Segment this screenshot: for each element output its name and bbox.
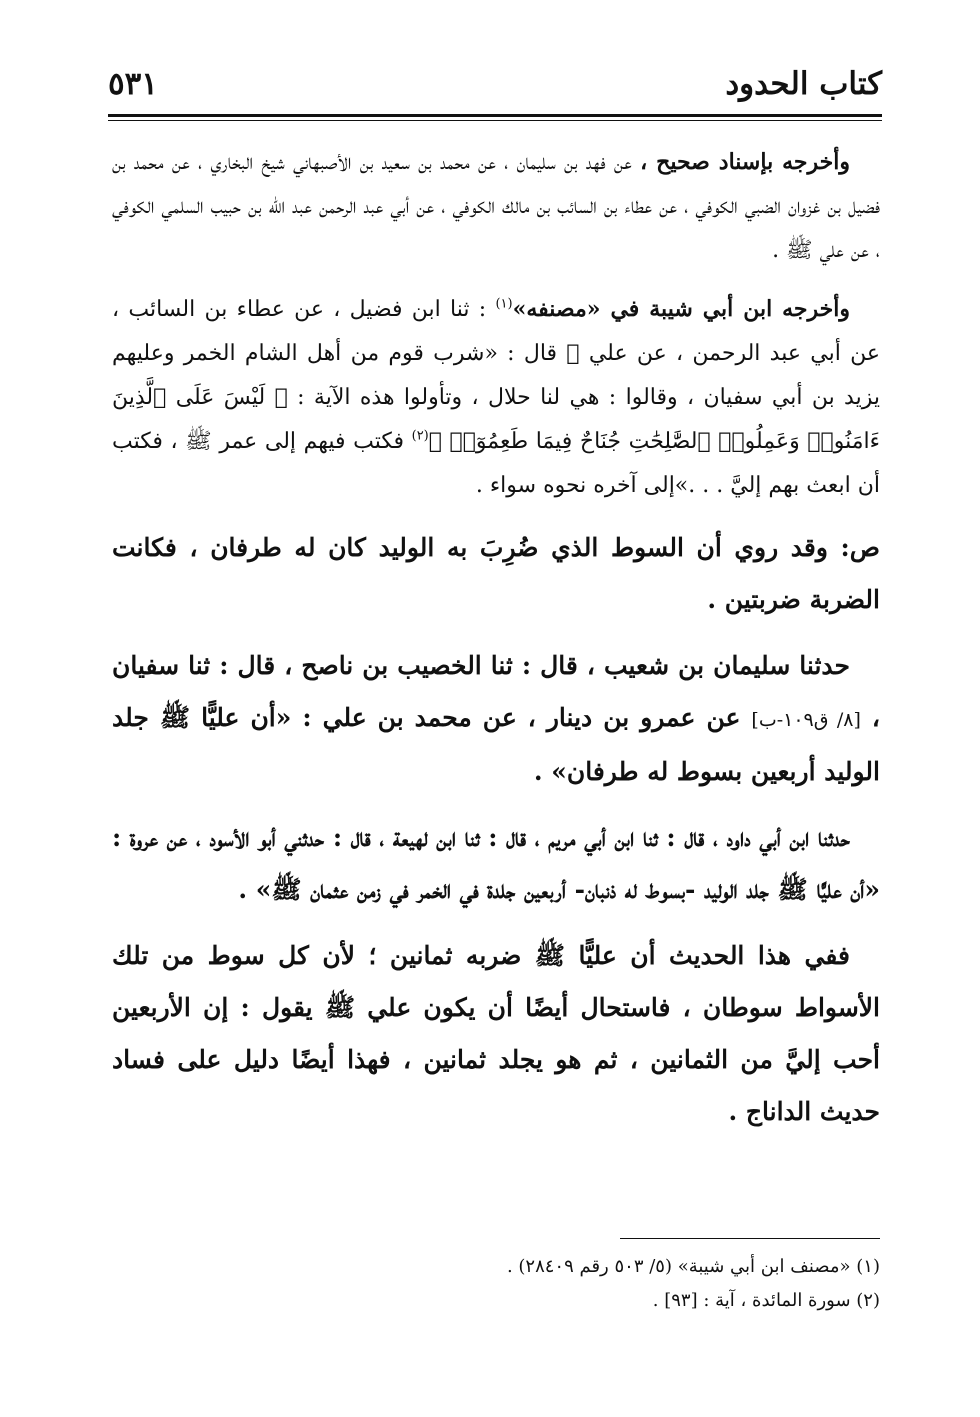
paragraph-1-lead: وأخرجه بإسناد صحيح ، [640, 149, 850, 175]
footnote-1: (١) «مصنف ابن أبي شيبة» (٥/ ٥٠٣ رقم ٢٨٤٠٩) . [506, 1256, 880, 1277]
main-text [112, 140, 880, 1144]
chapter-title: كتاب الحدود [725, 66, 882, 102]
paragraph-gap [112, 804, 880, 812]
paragraph-4 [112, 640, 880, 798]
paragraph-3-text: وقد روي أن السوط الذي ضُرِبَ به الوليد كان له طرفان ، فكانت الضربة ضربتين . [112, 533, 880, 614]
paragraph-3-lead: ص: [840, 533, 880, 562]
paragraph-gap [112, 514, 880, 522]
paragraph-gap [112, 632, 880, 640]
paragraph-1 [112, 140, 880, 273]
paragraph-3 [112, 522, 880, 626]
footnotes [112, 1250, 880, 1318]
paragraph-1-text: عن فهد بن سليمان ، عن محمد بن سعيد بن الأصبهاني شيخ البخاري ، عن محمد بن فضيل بن غزوان الضبي الكوفي ، عن عطاء بن السائب بن مالك الكوفي ، عن أبي عبد الرحمن عبد الله بن حبيب السلمي الكوفي ، عن علي ﷺ . [112, 150, 880, 263]
header-rule-thin [108, 120, 882, 121]
paragraph-2 [112, 287, 880, 508]
paragraph-6 [112, 930, 880, 1138]
paragraph-2-text-end: فكتب فيهم إلى عمر ﷺ ، فكتب أن ابعث بهم إليَّ . . .»إلى آخره نحوه سواء . [112, 429, 880, 498]
footnote-2: (٢) سورة المائدة ، آية : [٩٣] . [652, 1290, 880, 1311]
paragraph-5-text: حدثنا ابن أبي داود ، قال : ثنا ابن أبي مريم ، قال : ثنا ابن لهيعة ، قال : حدثني أبو الأسود ، عن عروة : «أن عليًّا ﷺ جلد الوليد -بسوط له ذنبان- أربعين جلدة في الخمر في زمن عثمان ﷺ» . [112, 823, 880, 904]
paragraph-4-text-end: عن عمرو بن دينار ، عن محمد بن علي : «أن عليًّا ﷺ جلد الوليد أربعين بسوط له طرفان» . [112, 703, 880, 786]
footnote-ref-1[interactable]: (١) [495, 296, 513, 312]
header-rule-thick [108, 114, 882, 117]
footnote-ref-2[interactable]: (٢) [411, 428, 429, 444]
paragraph-gap [112, 279, 880, 287]
page-number: ٥٣١ [108, 66, 158, 102]
paragraph-5 [112, 812, 880, 916]
paragraph-4-text: حدثنا سليمان بن شعيب ، قال : ثنا الخصيب بن ناصح ، قال : ثنا سفيان ، [112, 651, 880, 732]
paragraph-gap [112, 922, 880, 930]
paragraph-2-lead: وأخرجه ابن أبي شيبة في «مصنفه» [512, 296, 850, 322]
manuscript-ref: [٨/ ق١٠٩-ب] [751, 709, 861, 731]
footnote-rule [620, 1238, 880, 1239]
paragraph-2-text: : ثنا ابن فضيل ، عن عطاء بن السائب ، عن أبي عبد الرحمن ، عن علي ﷺ قال : «شرب قوم من أهل الشام الخمر وعليهم يزيد بن أبي سفيان ، وقالوا : هي لنا حلال ، وتأولوا هذه الآية : ﴿ لَيْسَ عَلَى ٱلَّذِينَ ءَامَنُوا۟ وَعَمِلُوا۟ ٱلصَّٰلِحَٰتِ جُنَاحٌ فِيمَا طَعِمُوٓا۟ ﴾ [112, 297, 880, 454]
paragraph-6-text: ففي هذا الحديث أن عليًّا ﷺ ضربه ثمانين ؛ لأن كل سوط من تلك الأسواط سوطان ، فاستحال أيضًا أن يكون علي ﷺ يقول : إن الأربعين أحب إليَّ من الثمانين ، ثم هو يجلد ثمانين ، فهذا أيضًا دليل على فساد حديث الداناج . [112, 941, 880, 1126]
running-header [108, 66, 882, 110]
